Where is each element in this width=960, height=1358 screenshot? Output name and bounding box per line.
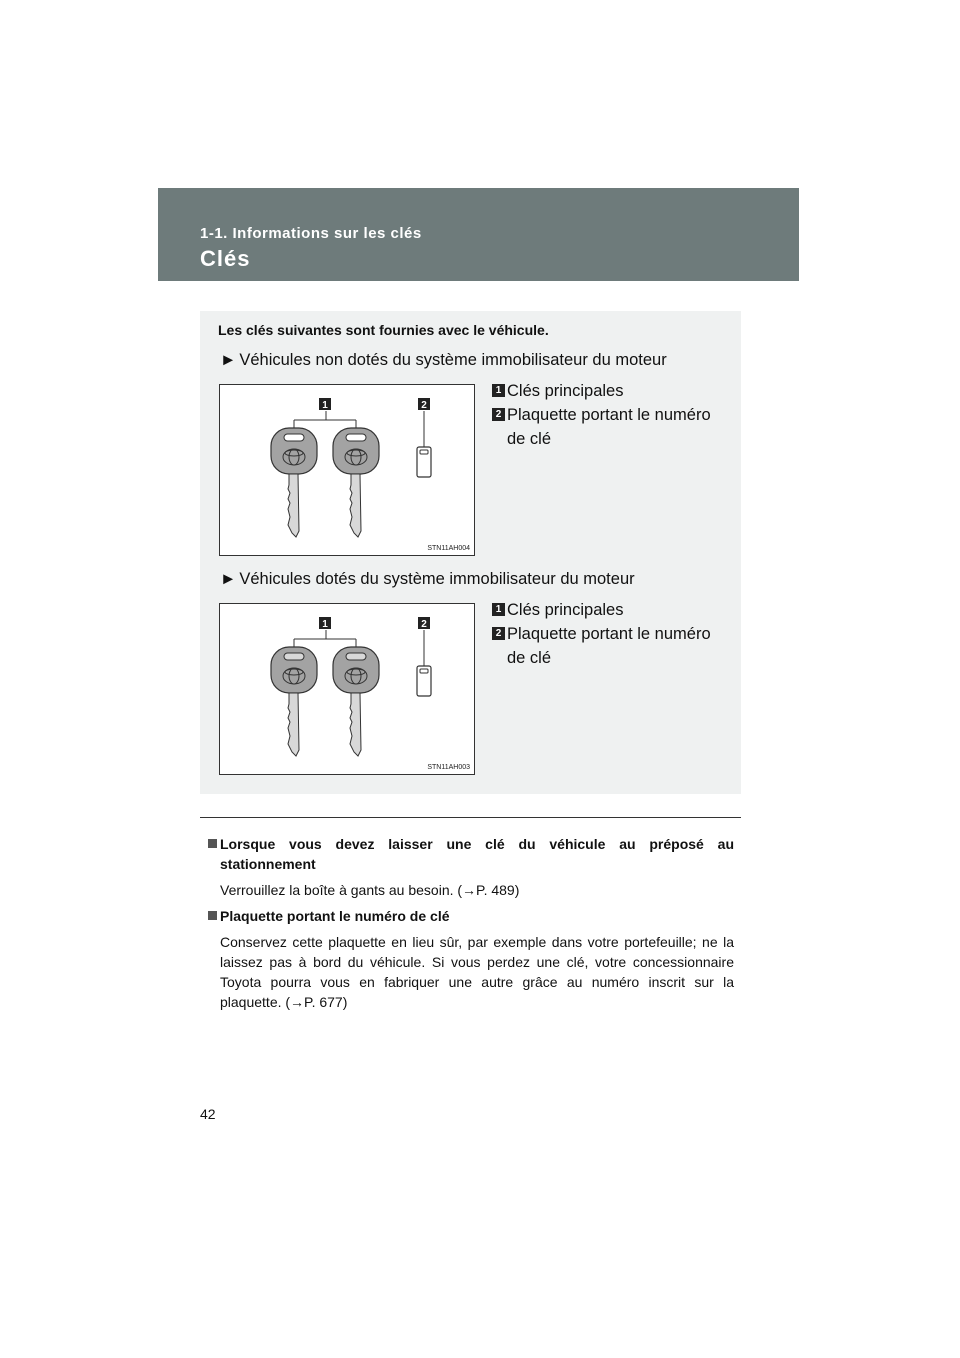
section-header	[158, 188, 799, 281]
number-badge: 2	[492, 408, 505, 421]
keys-illustration	[220, 604, 476, 776]
legend-item: 1 Clés principales	[492, 598, 711, 622]
key-1	[271, 647, 317, 756]
number-badge: 2	[492, 627, 505, 640]
key-number-plate	[417, 447, 431, 477]
legend-item-continuation: de clé	[507, 430, 552, 448]
legend-2	[492, 598, 711, 670]
callout-1-label: 1	[322, 619, 328, 630]
page-number: 42	[200, 1106, 216, 1122]
figure-code: STN11AH003	[427, 764, 470, 771]
key-2	[333, 428, 379, 537]
callout-1-label: 1	[322, 400, 328, 411]
divider	[200, 817, 741, 818]
legend-item-continuation: de clé	[507, 649, 552, 667]
callout-2-label: 2	[421, 619, 427, 630]
page-title: Clés	[200, 246, 251, 271]
intro-panel	[200, 311, 741, 794]
triangle-right-icon: ►	[220, 351, 237, 369]
key-2	[333, 647, 379, 756]
note-heading: Lorsque vous devez laisser une clé du véhicule au préposé au stationnement	[208, 834, 734, 874]
triangle-right-icon: ►	[220, 570, 237, 588]
notes-section	[208, 834, 734, 1018]
variant-title-1: ► Véhicules non dotés du système immobilisateur du moteur	[220, 351, 667, 369]
callout-2-label: 2	[421, 400, 427, 411]
section-label: 1-1. Informations sur les clés	[200, 225, 422, 242]
legend-1	[492, 379, 711, 451]
key-number-plate	[417, 666, 431, 696]
key-figure-2	[219, 603, 475, 775]
variant-title-2: ► Véhicules dotés du système immobilisateur du moteur	[220, 570, 635, 588]
note-heading: Plaquette portant le numéro de clé	[208, 906, 734, 926]
legend-item: 1 Clés principales	[492, 379, 711, 403]
square-icon	[208, 839, 217, 848]
figure-code: STN11AH004	[427, 545, 470, 552]
legend-item: 2 Plaquette portant le numéro	[492, 403, 711, 427]
key-figure-1	[219, 384, 475, 556]
number-badge: 1	[492, 384, 505, 397]
intro-text: Les clés suivantes sont fournies avec le véhicule.	[218, 322, 549, 338]
key-1	[271, 428, 317, 537]
note-body: Verrouillez la boîte à gants au besoin. (→P. 489)	[220, 882, 520, 898]
legend-item: 2 Plaquette portant le numéro	[492, 622, 711, 646]
note-body: Conservez cette plaquette en lieu sûr, par exemple dans votre portefeuille; ne la laissez pas à bord du véhicule. Si vous perdez une clé, votre concessionnaire Toyota pourra vous en fabriquer une autre grâce au numéro inscrit sur la plaquette. (→P. 677)	[220, 934, 734, 1010]
number-badge: 1	[492, 603, 505, 616]
keys-illustration	[220, 385, 476, 557]
square-icon	[208, 911, 217, 920]
